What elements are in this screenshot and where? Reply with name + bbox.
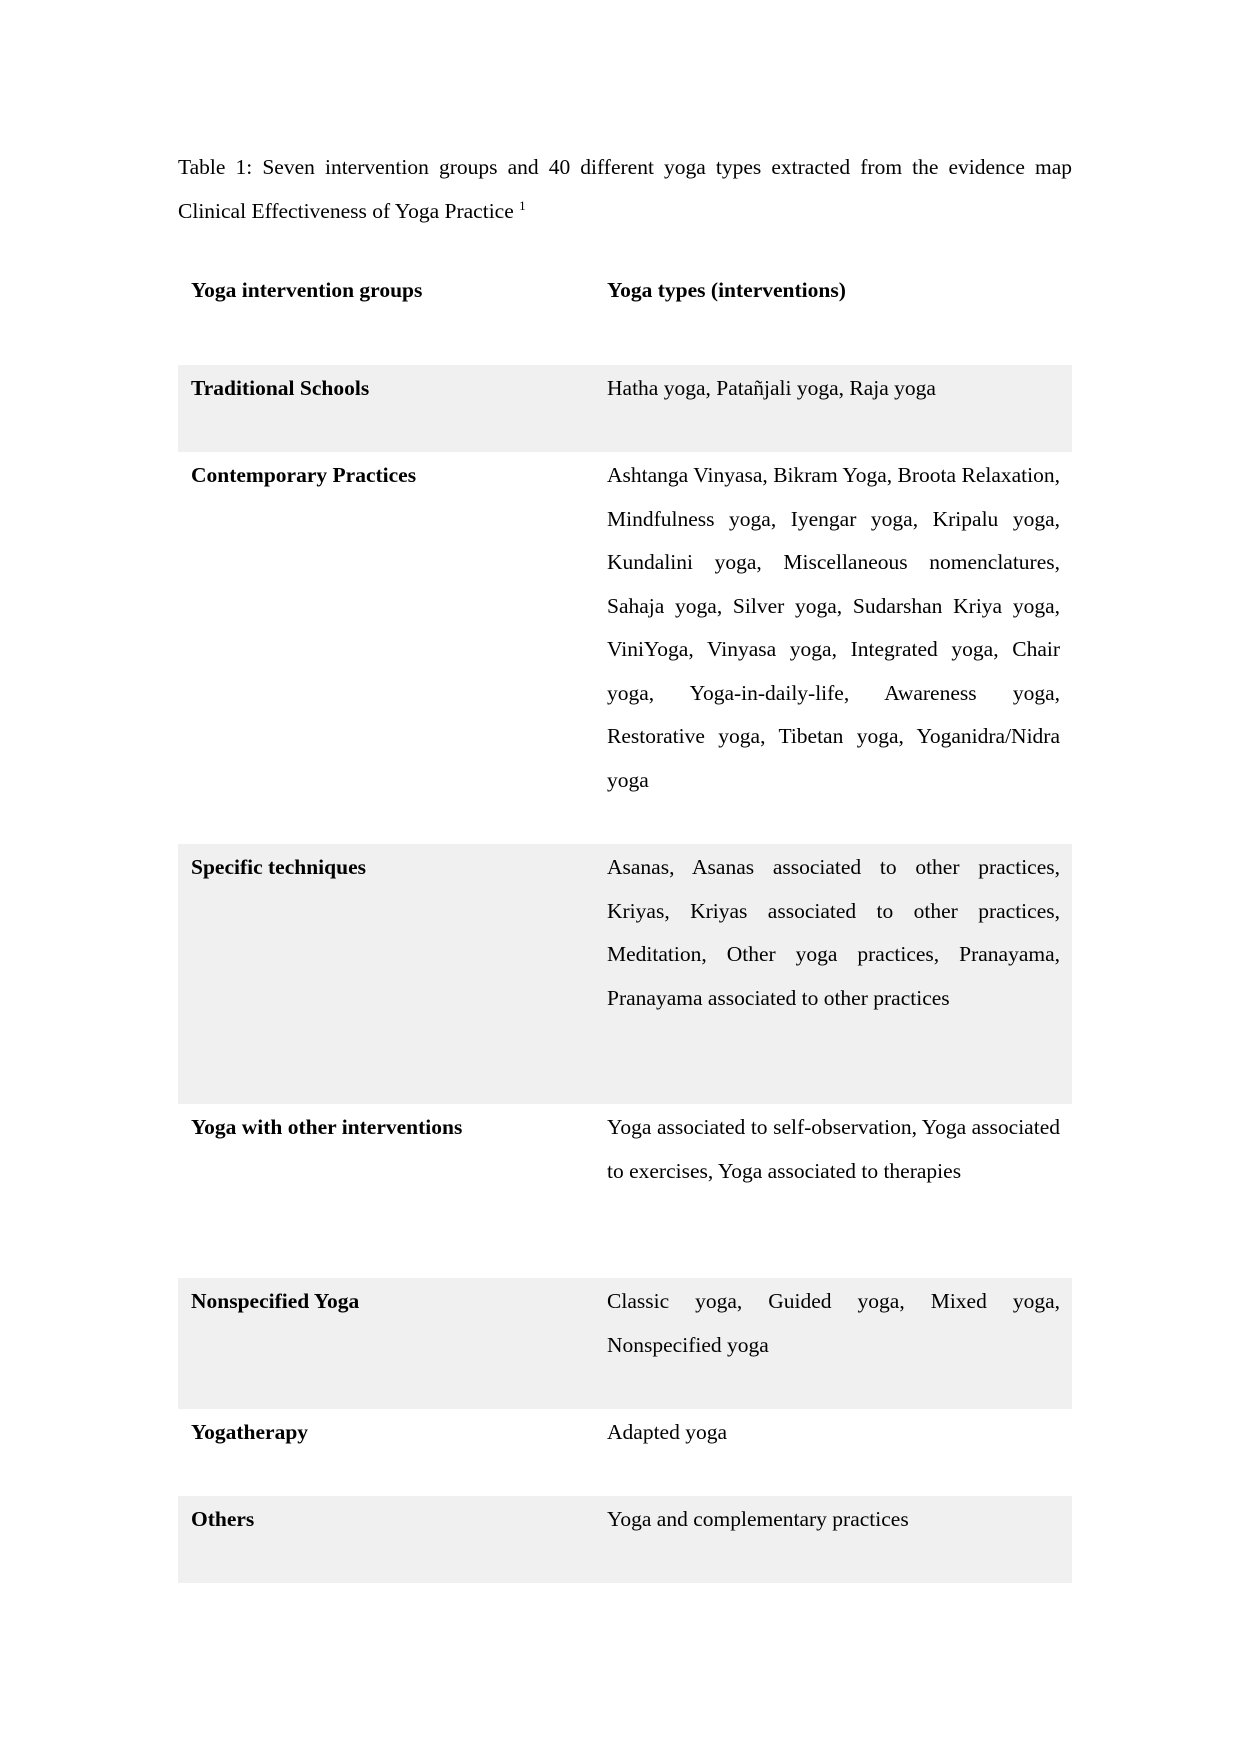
group-cell: Nonspecified Yoga: [191, 1289, 360, 1313]
group-cell: Contemporary Practices: [191, 463, 417, 487]
group-cell: Yogatherapy: [191, 1420, 309, 1444]
types-cell: Yoga associated to self-observation, Yoga associated to exercises, Yoga associated to therapies: [607, 1115, 1060, 1183]
types-cell: Classic yoga, Guided yoga, Mixed yoga, Nonspecified yoga: [607, 1289, 1060, 1357]
caption-text: Table 1: Seven intervention groups and 40 different yoga types extracted from the evidence map Clinical Effectiveness of Yoga Practice: [178, 155, 1072, 223]
table-row: [178, 1104, 1072, 1278]
types-cell: Hatha yoga, Patañjali yoga, Raja yoga: [607, 376, 936, 400]
types-cell: Ashtanga Vinyasa, Bikram Yoga, Broota Relaxation, Mindfulness yoga, Iyengar yoga, Kripalu yoga, Kundalini yoga, Miscellaneous nomenclatures, Sahaja yoga, Silver yoga, Sudarshan Kriya yoga, ViniYoga, Vinyasa yoga, Integrated yoga, Chair yoga, Yoga-in-daily-life, Awareness yoga, Restorative yoga, Tibetan yoga, Yoganidra/Nidra yoga: [607, 463, 1060, 792]
types-cell: Adapted yoga: [607, 1420, 728, 1444]
table-row: [178, 1278, 1072, 1409]
table-row: [178, 844, 1072, 1104]
group-cell: Specific techniques: [191, 855, 366, 879]
group-cell: Yoga with other interventions: [191, 1115, 463, 1139]
table-row: [178, 452, 1072, 844]
table-row: [178, 365, 1072, 452]
types-cell: Asanas, Asanas associated to other practices, Kriyas, Kriyas associated to other practices, Meditation, Other yoga practices, Pranayama, Pranayama associated to other practices: [607, 855, 1060, 1010]
group-cell: Others: [191, 1507, 255, 1531]
column-header-groups: Yoga intervention groups: [191, 278, 423, 302]
table-caption: [178, 146, 1072, 233]
types-cell: Yoga and complementary practices: [607, 1507, 909, 1531]
footnote-mark: 1: [519, 197, 526, 213]
table-row: [178, 1409, 1072, 1496]
group-cell: Traditional Schools: [191, 376, 370, 400]
table-row: [178, 1496, 1072, 1583]
column-header-types: Yoga types (interventions): [607, 278, 846, 302]
